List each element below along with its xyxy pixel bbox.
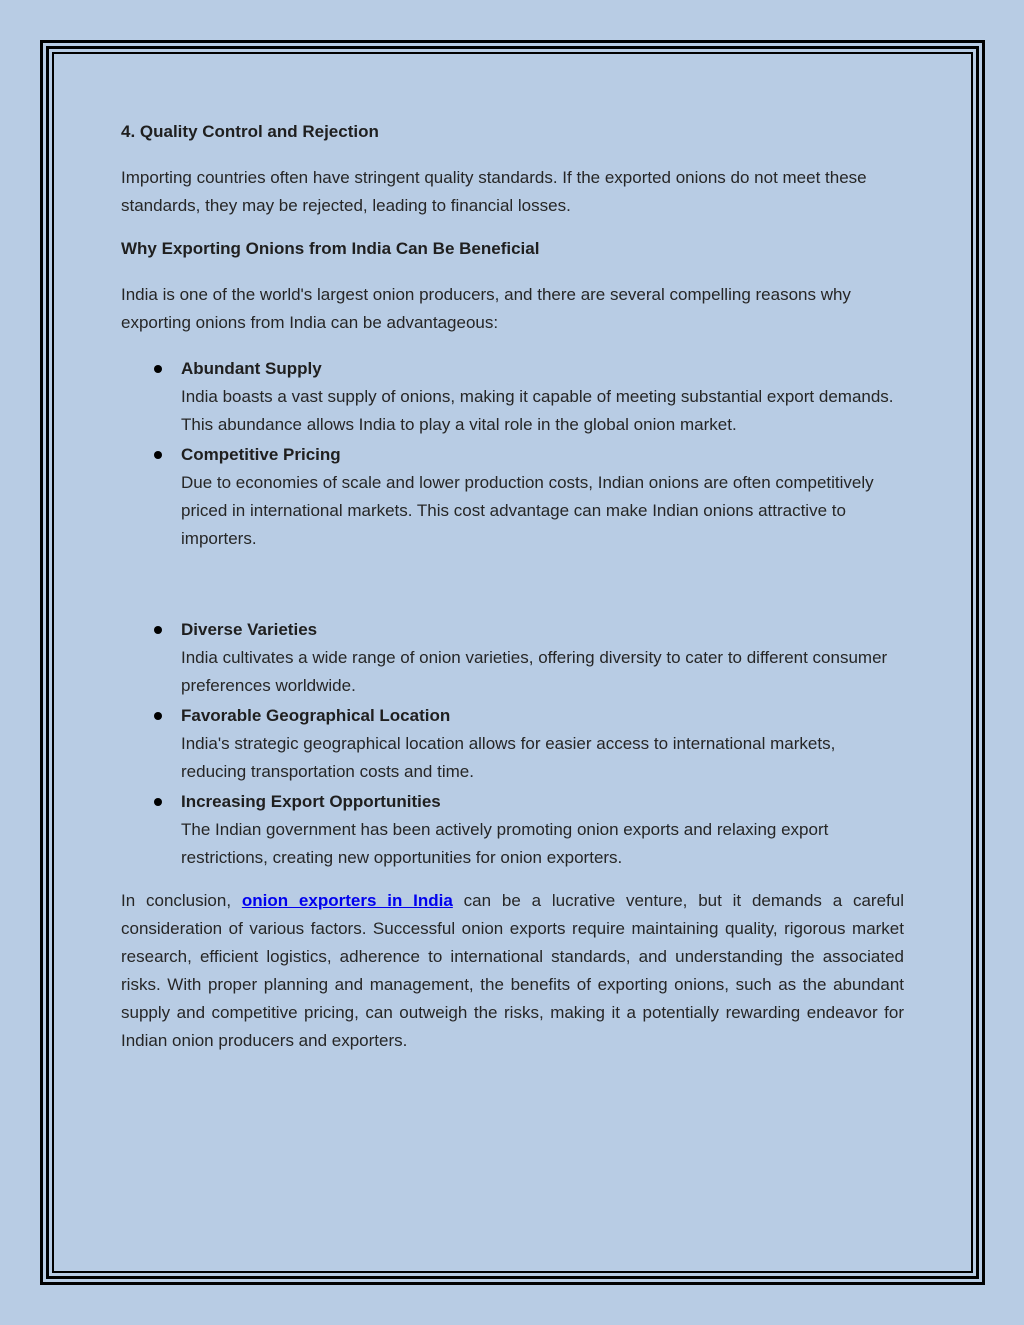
conclusion-suffix: can be a lucrative venture, but it demands a careful consideration of various factors. Successful onion exports require maintaining quality, rigorous market research, efficient logistics, adherence to international standards, and understanding the associated risks. With proper planning and management, the benefits of exporting onions, such as the abundant supply and competitive pricing, can outweigh the risks, making it a potentially rewarding endeavor for Indian onion producers and exporters. — [121, 891, 905, 1050]
section-paragraph: Importing countries often have stringent quality standards. If the exported onions do not meet these standards, they may be rejected, leading to financial losses. — [121, 168, 867, 215]
bullet-icon — [154, 365, 162, 373]
list-item-description: India's strategic geographical location allows for easier access to international markets, reducing transportation costs and time. — [181, 734, 836, 781]
why-heading: Why Exporting Onions from India Can Be Beneficial — [121, 239, 540, 258]
section-heading: 4. Quality Control and Rejection — [121, 122, 379, 141]
bullet-icon — [154, 626, 162, 634]
list-item-description: India boasts a vast supply of onions, making it capable of meeting substantial export demands. This abundance allows India to play a vital role in the global onion market. — [181, 387, 894, 434]
list-item — [121, 616, 904, 700]
bullet-icon — [154, 451, 162, 459]
list-item — [121, 355, 904, 439]
why-intro: India is one of the world's largest onion producers, and there are several compelling reasons why exporting onions from India can be advantageous: — [121, 285, 851, 332]
list-item — [121, 702, 904, 786]
conclusion-prefix: In conclusion, — [121, 891, 242, 910]
list-item-title: Favorable Geographical Location — [181, 706, 451, 725]
list-item-title: Abundant Supply — [181, 359, 322, 378]
list-item-title: Competitive Pricing — [181, 445, 341, 464]
bullet-icon — [154, 712, 162, 720]
list-item-description: India cultivates a wide range of onion varieties, offering diversity to cater to different consumer preferences worldwide. — [181, 648, 888, 695]
list-item — [121, 441, 904, 553]
list-item-description: The Indian government has been actively promoting onion exports and relaxing export restrictions, creating new opportunities for onion exporters. — [181, 820, 829, 867]
conclusion-paragraph — [121, 887, 904, 1055]
document-body — [121, 118, 904, 1055]
benefits-list-2 — [121, 616, 904, 872]
list-item-title: Diverse Varieties — [181, 620, 318, 639]
list-item-title: Increasing Export Opportunities — [181, 792, 441, 811]
onion-exporters-link[interactable]: onion exporters in India — [241, 891, 453, 910]
list-item-description: Due to economies of scale and lower production costs, Indian onions are often competitively priced in international markets. This cost advantage can make Indian onions attractive to importers. — [181, 473, 874, 548]
list-item — [121, 788, 904, 872]
benefits-list-1 — [121, 355, 904, 553]
bullet-icon — [154, 798, 162, 806]
